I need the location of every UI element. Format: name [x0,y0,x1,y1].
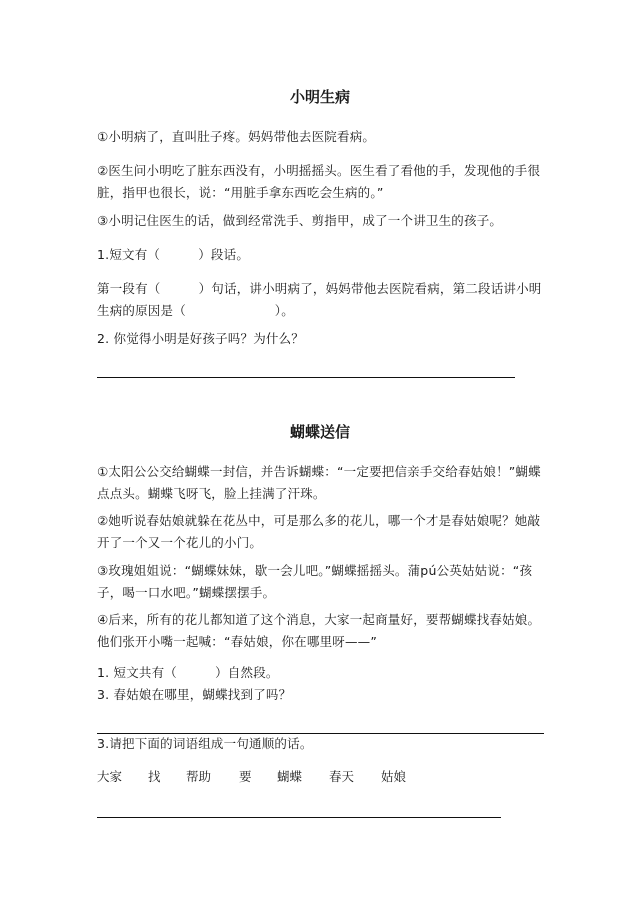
story1-paragraph-2: ②医生问小明吃了脏东西没有，小明摇摇头。医生看了看他的手，发现他的手很脏，指甲也很长，说：“用脏手拿东西吃会生病的。” [97,163,541,200]
answer-line[interactable] [97,377,515,378]
story1-question-2: 2. 你觉得小明是好孩子吗？为什么？ [97,331,305,346]
story2-question-3: 3. 春姑娘在哪里，蝴蝶找到了吗？ [97,687,292,702]
story1-question-1b: 第一段有（ ）句话，讲小明病了，妈妈带他去医院看病，第二段话讲小明生病的原因是（ ）。 [97,281,542,318]
story2-paragraph-2: ②她听说春姑娘就躲在花丛中，可是那么多的花儿，哪一个才是春姑娘呢？她敲开了一个又一个花儿的小门。 [97,513,541,550]
story2-question-1: 1. 短文共有（ ）自然段。 [97,665,279,680]
task3-prompt: 3.请把下面的词语组成一句通顺的话。 [97,736,313,751]
story2-paragraph-3: ③玫瑰姐姐说：“蝴蝶妹妹，歇一会儿吧。”蝴蝶摇摇头。蒲pú公英姑姑说：“孩子，喝一口水吧。”蝴蝶摆摆手。 [97,563,533,600]
story1-paragraph-1: ①小明病了，直叫肚子疼。妈妈带他去医院看病。 [97,129,376,144]
story2-title: 蝴蝶送信 [289,423,350,441]
story2-paragraph-1: ①太阳公公交给蝴蝶一封信，并告诉蝴蝶：“一定要把信亲手交给春姑娘！”蝴蝶点点头。蝴蝶飞呀飞，脸上挂满了汗珠。 [97,464,541,501]
story2-paragraph-4: ④后来，所有的花儿都知道了这个消息，大家一起商量好，要帮蝴蝶找春姑娘。他们张开小嘴一起喊：“春姑娘，你在哪里呀——” [97,612,541,649]
story1-title: 小明生病 [289,88,350,106]
story1-question-1: 1.短文有（ ）段话。 [97,247,250,262]
word-item: 找 [148,769,161,784]
story1-paragraph-3: ③小明记住医生的话，做到经常洗手、剪指甲，成了一个讲卫生的孩子。 [97,213,503,228]
word-item: 大家 [97,769,123,784]
word-item: 要 [239,769,252,784]
word-item: 姑娘 [381,769,407,784]
word-item: 帮助 [186,769,212,784]
word-item: 蝴蝶 [277,769,303,784]
word-item: 春天 [329,769,355,784]
answer-line[interactable] [97,817,501,818]
